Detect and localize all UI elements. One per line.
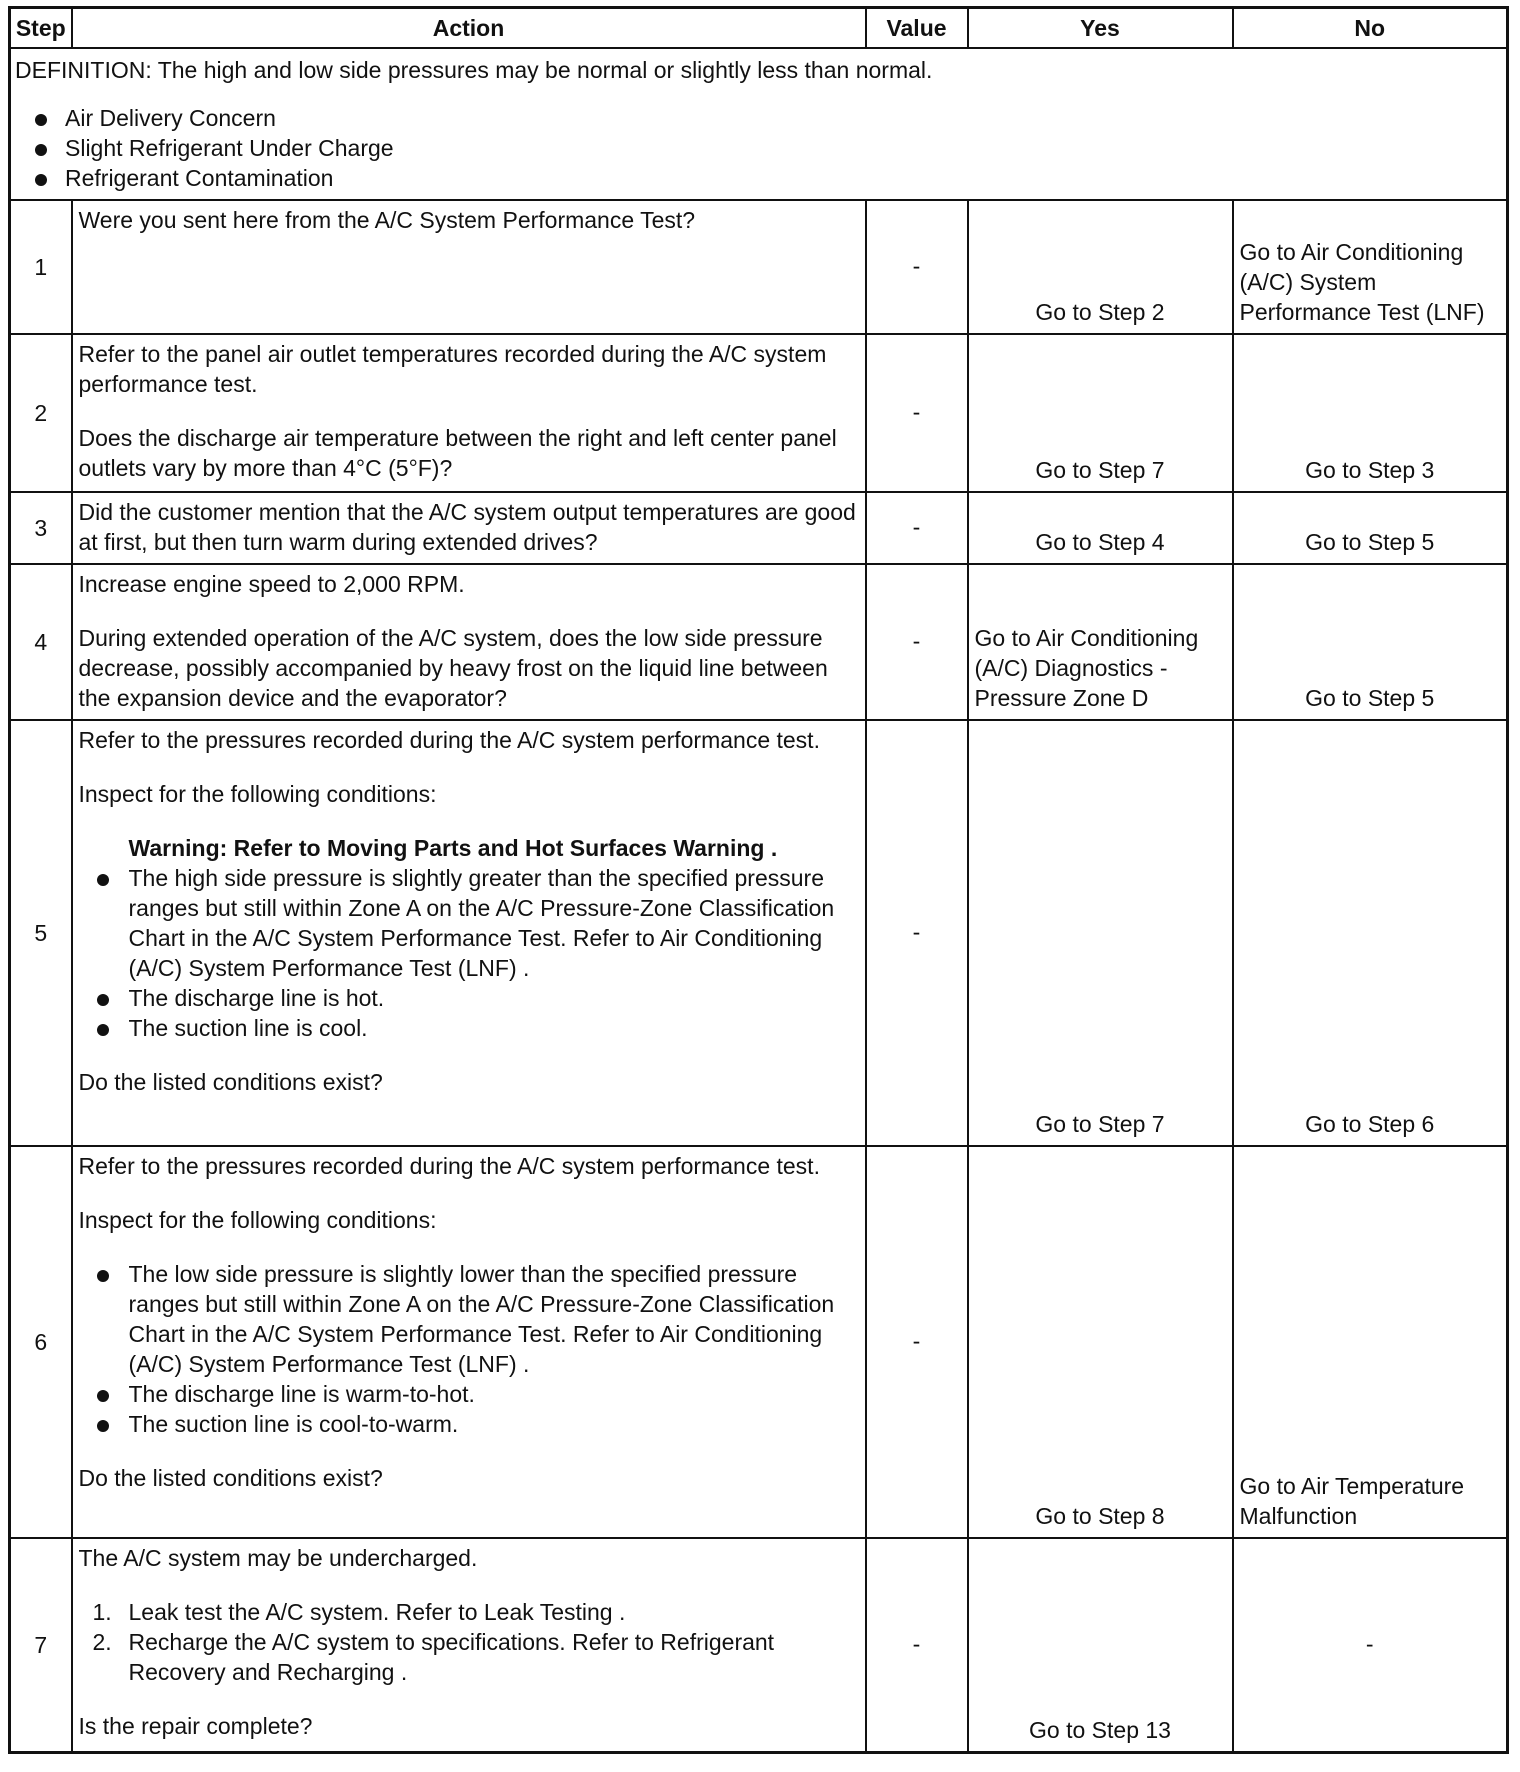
list-item: The high side pressure is slightly greater than the specified pressure ranges but still within Zone A on the A/C Pressure-Zone Classification Chart in the A/C System Performance Test. Refer to Air Conditioning (A/C) System Performance Test (LNF) . — [79, 863, 859, 983]
action-text: Inspect for the following conditions: — [78, 1207, 437, 1233]
warning-text[interactable]: Warning: Refer to Moving Parts and Hot Surfaces Warning . — [128, 835, 778, 861]
value-cell: - — [866, 334, 968, 492]
yes-cell[interactable]: Go to Step 8 — [968, 1146, 1233, 1538]
action-text: Refer to the panel air outlet temperatures recorded during the A/C system performance test. — [78, 341, 827, 397]
no-cell[interactable]: Go to Air Temperature Malfunction — [1233, 1146, 1508, 1538]
step-number: 4 — [10, 564, 72, 720]
list-item: Refrigerant Contamination — [15, 163, 1500, 193]
step-number: 7 — [10, 1538, 72, 1752]
table-row — [10, 564, 1508, 720]
diagnostic-table-sheet — [8, 6, 1506, 1754]
step-number: 3 — [10, 492, 72, 564]
no-cell[interactable]: Go to Step 6 — [1233, 720, 1508, 1146]
header-row — [10, 8, 1508, 49]
list-item: Air Delivery Concern — [15, 103, 1500, 133]
table-row — [10, 334, 1508, 492]
action-text: Refer to the pressures recorded during the A/C system performance test. — [78, 727, 820, 753]
no-cell[interactable]: Go to Step 5 — [1233, 492, 1508, 564]
table-row — [10, 200, 1508, 334]
header-action: Action — [72, 8, 866, 49]
list-text[interactable]: Leak test the A/C system. Refer to Leak Testing . — [128, 1599, 626, 1625]
list-text[interactable]: Recharge the A/C system to specifications. Refer to Refrigerant Recovery and Recharging . — [128, 1629, 775, 1685]
table-row — [10, 720, 1508, 1146]
action-cell — [72, 334, 866, 492]
header-yes: Yes — [968, 8, 1233, 49]
list-item — [79, 1597, 859, 1627]
step-number: 6 — [10, 1146, 72, 1538]
list-item: The suction line is cool. — [79, 1013, 859, 1043]
list-item: Slight Refrigerant Under Charge — [15, 133, 1500, 163]
definition-row — [10, 48, 1508, 200]
repair-steps-list — [79, 1597, 859, 1687]
table-row — [10, 1146, 1508, 1538]
list-number: 1. — [92, 1599, 112, 1625]
definition-cell — [10, 48, 1508, 200]
action-question: Did the customer mention that the A/C system output temperatures are good at first, but then turn warm during extended drives? — [78, 499, 856, 555]
action-question: During extended operation of the A/C system, does the low side pressure decrease, possibly accompanied by heavy frost on the liquid line between the expansion device and the evaporator? — [78, 625, 828, 711]
table-row — [10, 1538, 1508, 1752]
yes-cell[interactable]: Go to Step 7 — [968, 720, 1233, 1146]
header-no: No — [1233, 8, 1508, 49]
no-cell: - — [1233, 1538, 1508, 1752]
list-number: 2. — [92, 1629, 112, 1655]
action-question: Does the discharge air temperature between the right and left center panel outlets vary by more than 4°C (5°F)? — [78, 425, 837, 481]
value-cell: - — [866, 1538, 968, 1752]
value-cell: - — [866, 720, 968, 1146]
action-text: Inspect for the following conditions: — [78, 781, 437, 807]
action-text: Refer to the pressures recorded during the A/C system performance test. — [78, 1153, 820, 1179]
list-item: The low side pressure is slightly lower than the specified pressure ranges but still within Zone A on the A/C Pressure-Zone Classification Chart in the A/C System Performance Test. Refer to Air Conditioning (A/C) System Performance Test (LNF) . — [79, 1259, 859, 1379]
list-item: The suction line is cool-to-warm. — [79, 1409, 859, 1439]
header-step: Step — [10, 8, 72, 49]
action-cell — [72, 564, 866, 720]
yes-cell[interactable]: Go to Air Conditioning (A/C) Diagnostics - Pressure Zone D — [968, 564, 1233, 720]
list-item — [79, 1627, 859, 1687]
action-question: Do the listed conditions exist? — [78, 1069, 383, 1095]
action-text: The A/C system may be undercharged. — [78, 1545, 478, 1571]
diagnostic-table — [8, 6, 1509, 1754]
no-cell[interactable]: Go to Step 3 — [1233, 334, 1508, 492]
no-cell[interactable]: Go to Step 5 — [1233, 564, 1508, 720]
action-cell — [72, 720, 866, 1146]
action-cell — [72, 1538, 866, 1752]
action-question: Do the listed conditions exist? — [78, 1465, 383, 1491]
action-text: Increase engine speed to 2,000 RPM. — [78, 571, 465, 597]
conditions-list — [79, 863, 859, 1043]
action-cell — [72, 1146, 866, 1538]
yes-cell[interactable]: Go to Step 4 — [968, 492, 1233, 564]
yes-cell[interactable]: Go to Step 2 — [968, 200, 1233, 334]
value-cell: - — [866, 492, 968, 564]
header-value: Value — [866, 8, 968, 49]
action-cell — [72, 200, 866, 334]
step-number: 5 — [10, 720, 72, 1146]
yes-cell[interactable]: Go to Step 13 — [968, 1538, 1233, 1752]
definition-list — [15, 103, 1500, 193]
yes-cell[interactable]: Go to Step 7 — [968, 334, 1233, 492]
value-cell: - — [866, 564, 968, 720]
step-number: 2 — [10, 334, 72, 492]
definition-text: DEFINITION: The high and low side pressures may be normal or slightly less than normal. — [15, 57, 933, 83]
step-number: 1 — [10, 200, 72, 334]
action-question: Is the repair complete? — [78, 1713, 313, 1739]
action-cell — [72, 492, 866, 564]
action-text: Were you sent here from the A/C System Performance Test? — [78, 207, 696, 233]
table-row — [10, 492, 1508, 564]
value-cell: - — [866, 1146, 968, 1538]
value-cell: - — [866, 200, 968, 334]
conditions-list — [79, 1259, 859, 1439]
list-item: The discharge line is hot. — [79, 983, 859, 1013]
no-cell[interactable]: Go to Air Conditioning (A/C) System Performance Test (LNF) — [1233, 200, 1508, 334]
list-item: The discharge line is warm-to-hot. — [79, 1379, 859, 1409]
